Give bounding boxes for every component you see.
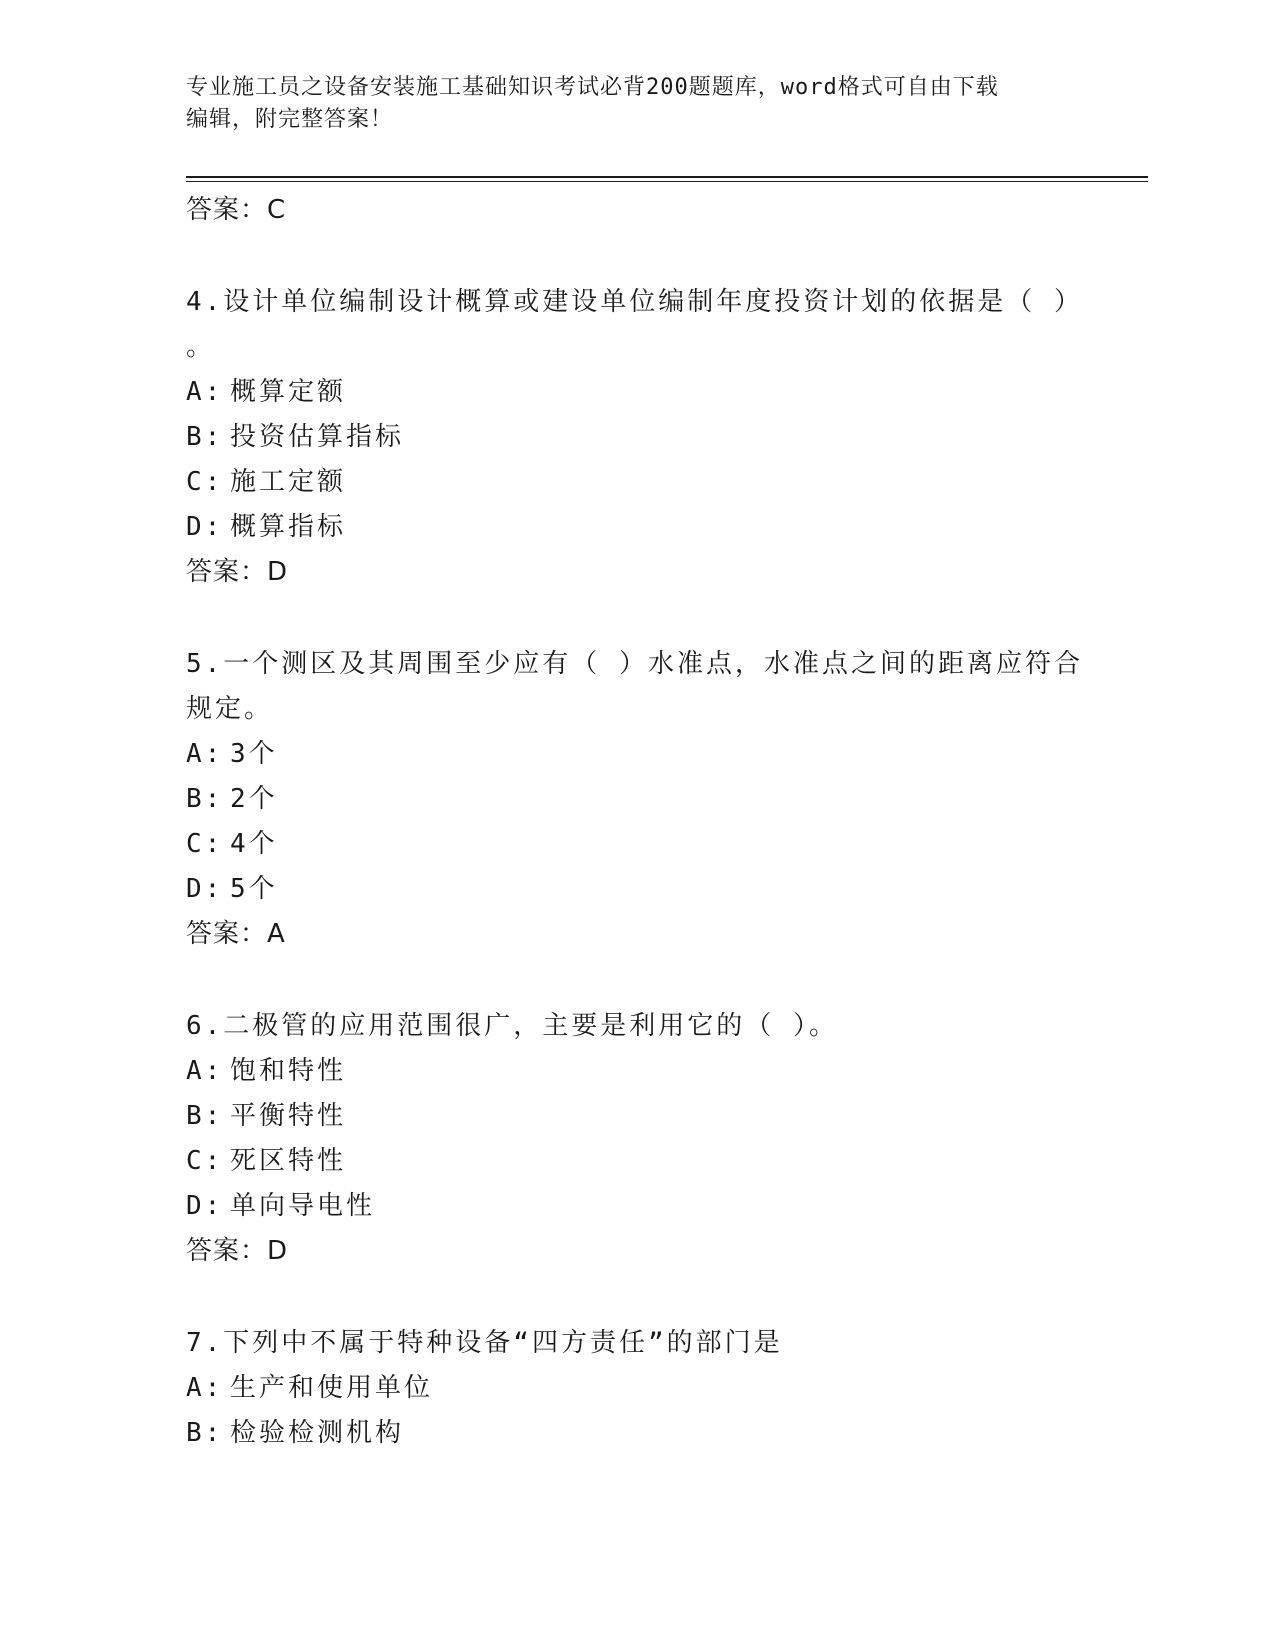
option-text: 2个 [230,784,278,814]
option-letter: C: [186,467,224,497]
spacer [186,957,1086,1004]
question-stem: 7.下列中不属于特种设备“四方责任”的部门是 [186,1328,783,1358]
option-text: 施工定额 [230,467,347,497]
option-text: 投资估算指标 [230,422,405,452]
spacer [186,595,1086,642]
option-letter: B: [186,784,224,814]
option-text: 单向导电性 [230,1191,376,1221]
option-letter: A: [186,1373,224,1403]
option-letter: D: [186,874,224,904]
previous-answer: 答案：C [186,195,287,225]
option-letter: A: [186,739,224,769]
question-stem: 5.一个测区及其周围至少应有（ ）水准点，水准点之间的距离应符合 [186,649,1083,679]
option-b [186,1094,1086,1139]
option-text: 5个 [230,874,278,904]
option-a [186,1049,1086,1094]
option-a [186,732,1086,777]
option-text: 概算指标 [230,512,347,542]
header-divider-thin [186,181,1148,182]
option-letter: B: [186,422,224,452]
option-text: 4个 [230,829,278,859]
question-5 [186,642,1086,957]
option-c [186,460,1086,505]
option-b [186,1411,1086,1456]
option-letter: A: [186,377,224,407]
question-6 [186,1004,1086,1274]
option-c [186,822,1086,867]
option-letter: C: [186,1146,224,1176]
option-b [186,777,1086,822]
question-4 [186,280,1086,595]
option-d [186,1184,1086,1229]
option-b [186,415,1086,460]
header-title-line-2: 编辑，附完整答案！ [186,107,394,132]
option-c [186,1139,1086,1184]
option-a [186,370,1086,415]
document-header [186,72,1086,136]
question-answer: 答案：D [186,557,289,587]
option-letter: A: [186,1056,224,1086]
question-7 [186,1321,1086,1456]
option-text: 生产和使用单位 [230,1373,434,1403]
option-text: 3个 [230,739,278,769]
option-text: 概算定额 [230,377,347,407]
option-letter: B: [186,1418,224,1448]
option-text: 平衡特性 [230,1101,347,1131]
option-a [186,1366,1086,1411]
question-stem: 4.设计单位编制设计概算或建设单位编制年度投资计划的依据是（ ） [186,287,1083,317]
header-title-line-1: 专业施工员之设备安装施工基础知识考试必背200题题库，word格式可自由下载 [186,75,999,100]
question-stem-continued: 规定。 [186,694,274,724]
option-d [186,867,1086,912]
question-list [186,188,1086,1456]
option-text: 饱和特性 [230,1056,347,1086]
option-letter: D: [186,1191,224,1221]
question-answer: 答案：D [186,1236,289,1266]
spacer [186,1274,1086,1321]
spacer [186,233,1086,280]
option-letter: D: [186,512,224,542]
option-d [186,505,1086,550]
option-letter: C: [186,829,224,859]
header-divider-thick [186,176,1148,178]
option-letter: B: [186,1101,224,1131]
question-stem-continued: 。 [186,332,216,362]
question-stem: 6.二极管的应用范围很广，主要是利用它的（ ）。 [186,1011,838,1041]
option-text: 死区特性 [230,1146,347,1176]
option-text: 检验检测机构 [230,1418,405,1448]
question-answer: 答案：A [186,919,286,949]
